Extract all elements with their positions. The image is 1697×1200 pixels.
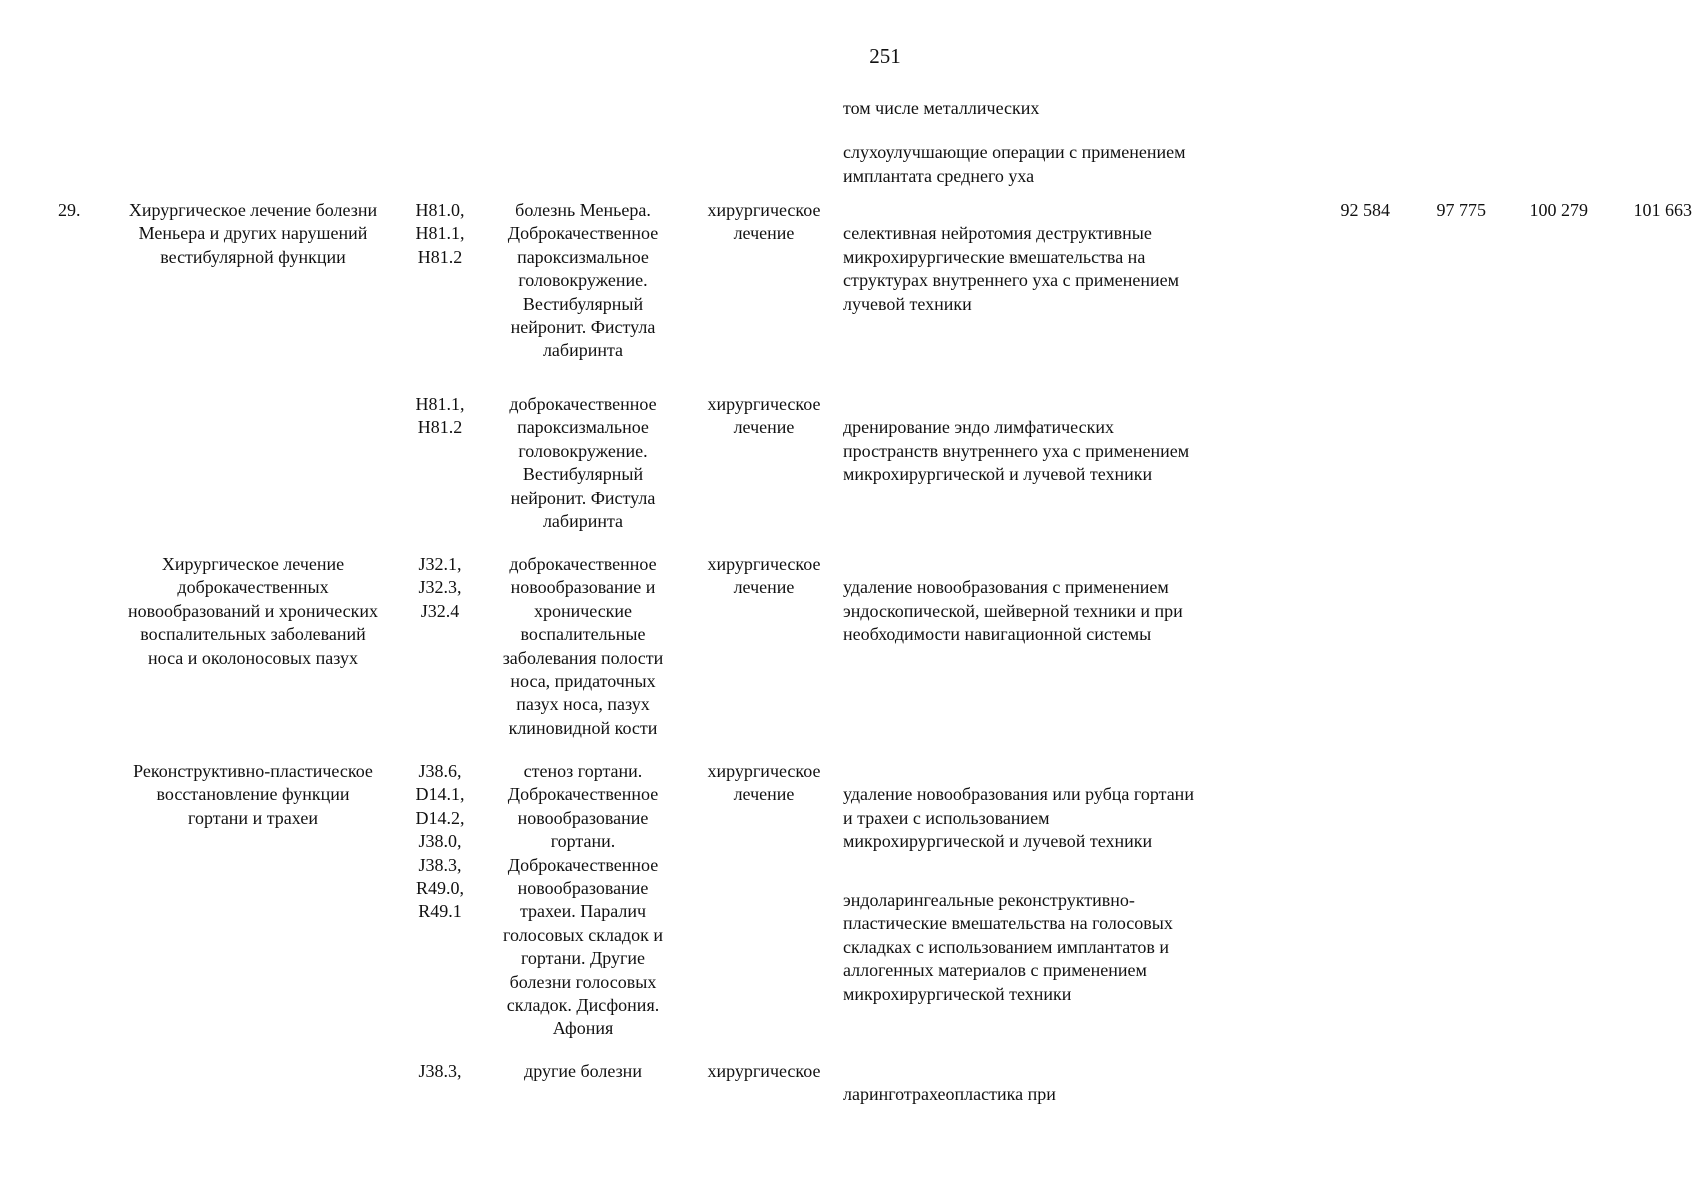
- treatment-name: Хирургическое лечение доброкачественных новообразований и хронических воспалительных заболеваний носа и околоносовых пазух: [127, 554, 379, 668]
- method-text: эндоларингеальные реконструктивно- пластические вмешательства на голосовых складках с использованием имплантатов и аллогенных материалов с применением микрохирургической техники: [843, 890, 1173, 1004]
- price-value: 97 775: [1436, 200, 1486, 220]
- continuation-method-text: слухоулучшающие операции с применением имплантата среднего уха: [843, 142, 1186, 186]
- price-value: 101 663: [1633, 200, 1692, 220]
- price-value: 92 584: [1340, 200, 1390, 220]
- treatment-methods: [843, 553, 1253, 682]
- method-text: дренирование эндо лимфатических пространств внутреннего уха с применением микрохирургической и лучевой техники: [843, 417, 1190, 485]
- diagnosis: доброкачественное пароксизмальное головокружение. Вестибулярный нейронит. Фистула лабиринта: [509, 394, 657, 532]
- method-text: ларинготрахеопластика при: [843, 1084, 1056, 1105]
- icd-codes: H81.0, H81.1, H81.2: [415, 200, 465, 267]
- icd-codes: J38.3,: [418, 1061, 462, 1081]
- treatment-type: хирургическое: [707, 1061, 821, 1081]
- treatment-type: хирургическое лечение: [707, 200, 821, 244]
- icd-codes: J38.6, D14.1, D14.2, J38.0, J38.3, R49.0, R49.1: [415, 761, 465, 922]
- treatment-methods: [843, 1060, 1253, 1142]
- icd-codes: J32.1, J32.3, J32.4: [418, 554, 462, 621]
- treatment-name: Хирургическое лечение болезни Меньера и других нарушений вестибулярной функции: [128, 200, 378, 267]
- treatment-type: хирургическое лечение: [707, 394, 821, 438]
- diagnosis: доброкачественное новообразование и хронические воспалительные заболевания полости носа, придаточных пазух носа, пазух клиновидной кости: [502, 554, 664, 738]
- diagnosis: стеноз гортани. Доброкачественное новообразование гортани. Доброкачественное новообразование трахеи. Паралич голосовых складок и гортани. Другие болезни голосовых складок. Дисфония. Афония: [503, 761, 663, 1039]
- method-text: удаление новообразования или рубца гортани и трахеи с использованием микрохирургической и лучевой техники: [843, 784, 1194, 852]
- diagnosis: болезнь Меньера. Доброкачественное пароксизмальное головокружение. Вестибулярный нейронит. Фистула лабиринта: [507, 200, 659, 361]
- method-text: удаление новообразования с применением эндоскопической, шейверной техники и при необходимости навигационной системы: [843, 577, 1183, 645]
- continuation-methods: [843, 97, 1253, 209]
- treatment-methods: [843, 393, 1253, 522]
- continuation-method-text: том числе металлических: [843, 98, 1040, 118]
- price-value: 100 279: [1529, 200, 1588, 220]
- row-number: 29.: [58, 200, 81, 220]
- treatment-methods: [843, 199, 1253, 351]
- treatment-type: хирургическое лечение: [707, 761, 821, 805]
- page-number: 251: [869, 44, 901, 68]
- treatment-name: Реконструктивно-пластическое восстановление функции гортани и трахеи: [133, 761, 373, 828]
- diagnosis: другие болезни: [524, 1061, 642, 1081]
- treatment-methods: [843, 760, 1253, 1041]
- icd-codes: H81.1, H81.2: [415, 394, 465, 438]
- method-text: селективная нейротомия деструктивные микрохирургические вмешательства на структурах внутреннего уха с применением лучевой техники: [843, 223, 1180, 314]
- treatment-type: хирургическое лечение: [707, 554, 821, 598]
